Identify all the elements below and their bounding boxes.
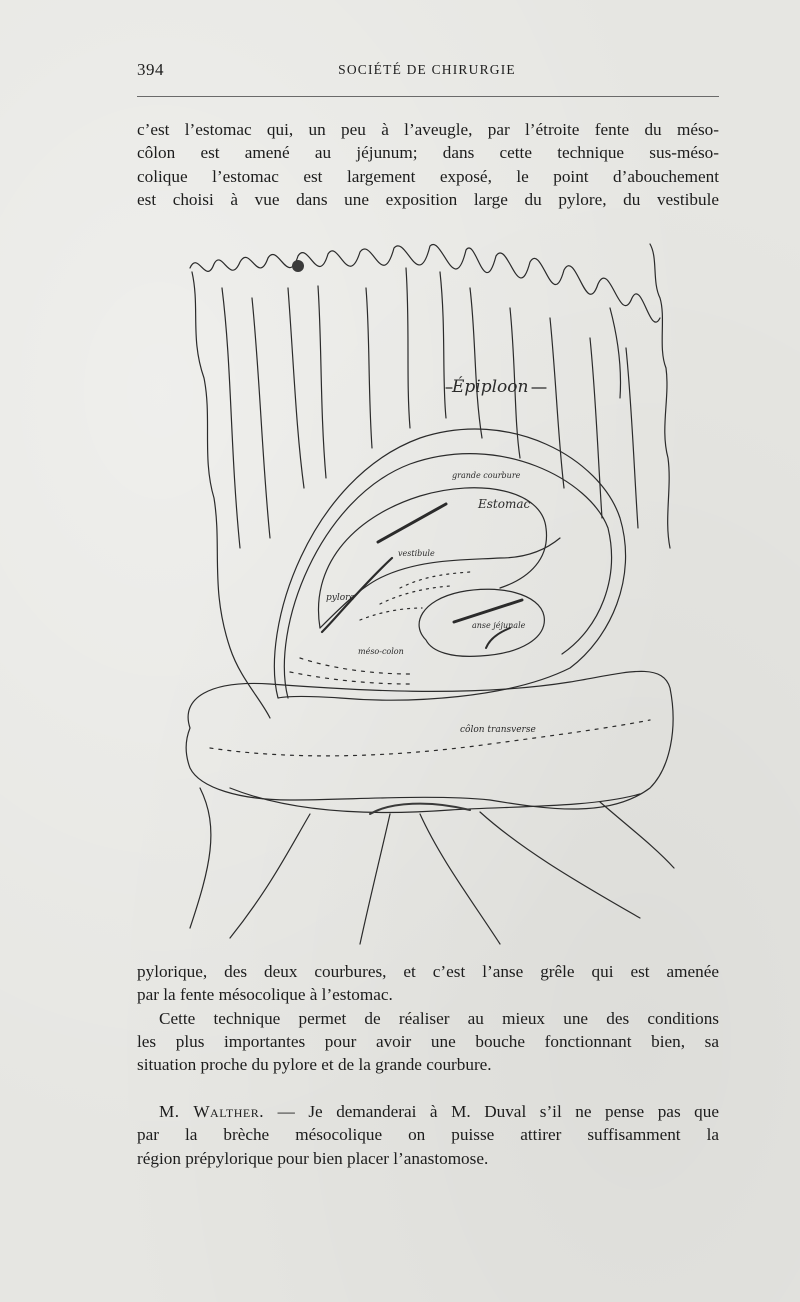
speaker-text: — Je demanderai à M. Duval s’il ne pense pas que xyxy=(264,1102,719,1121)
text-line: région prépylorique pour bien placer l’anastomose. xyxy=(137,1148,489,1168)
text-line: c’est l’estomac qui, un peu à l’aveugle, par l’étroite fente du méso- xyxy=(137,120,719,139)
label-pylore: pylore xyxy=(326,593,355,603)
text-line: pylorique, des deux courbures, et c’est l’anse grêle qui est amenée xyxy=(137,962,719,981)
surgical-illustration xyxy=(170,228,680,948)
epiploon-fringe xyxy=(190,245,660,323)
paragraph-walther xyxy=(137,1100,719,1170)
label-anse-jejunale: anse jéjunale xyxy=(472,621,526,630)
epiploon-edge-left xyxy=(192,272,270,718)
speaker-name: M. Walther. xyxy=(159,1102,265,1121)
text-line: côlon est amené au jéjunum; dans cette technique sus-méso- xyxy=(137,143,719,163)
stomach-outline xyxy=(274,429,625,700)
page-number: 394 xyxy=(137,60,164,79)
text-line: est choisi à vue dans une exposition large du pylore, du vestibule xyxy=(137,189,719,209)
paragraph-continuation xyxy=(137,960,719,1076)
label-colon-transverse: côlon transverse xyxy=(460,725,536,735)
label-vestibule: vestibule xyxy=(398,549,435,558)
label-grande-courbure: grande courbure xyxy=(452,471,521,480)
epiploon-edge-right xyxy=(650,244,670,548)
text-line: situation proche du pylore et de la grande courbure. xyxy=(137,1055,492,1075)
text-line: Cette technique permet de réaliser au mieux une des conditions xyxy=(159,1008,719,1028)
stomach-incision xyxy=(378,504,446,542)
journal-title: SOCIÉTÉ DE CHIRURGIE xyxy=(338,62,516,77)
running-head xyxy=(137,60,717,84)
text-line: par la brèche mésocolique on puisse attirer suffisamment la xyxy=(137,1125,719,1145)
text-line: par la fente mésocolique à l’estomac. xyxy=(137,985,393,1005)
paragraph-intro xyxy=(137,118,719,211)
label-estomac: Estomac xyxy=(478,497,531,511)
header-rule xyxy=(137,96,719,97)
transverse-colon xyxy=(186,671,673,809)
label-epiploon: Épiploon xyxy=(452,377,529,397)
text-line: les plus importantes pour avoir une bouche fonctionnant bien, sa xyxy=(137,1031,719,1051)
text-line xyxy=(137,1100,719,1123)
mesentery xyxy=(190,788,211,928)
text-line: colique l’estomac est largement exposé, le point d’abouchement xyxy=(137,166,719,186)
label-meso-colon: méso-colon xyxy=(358,647,404,656)
